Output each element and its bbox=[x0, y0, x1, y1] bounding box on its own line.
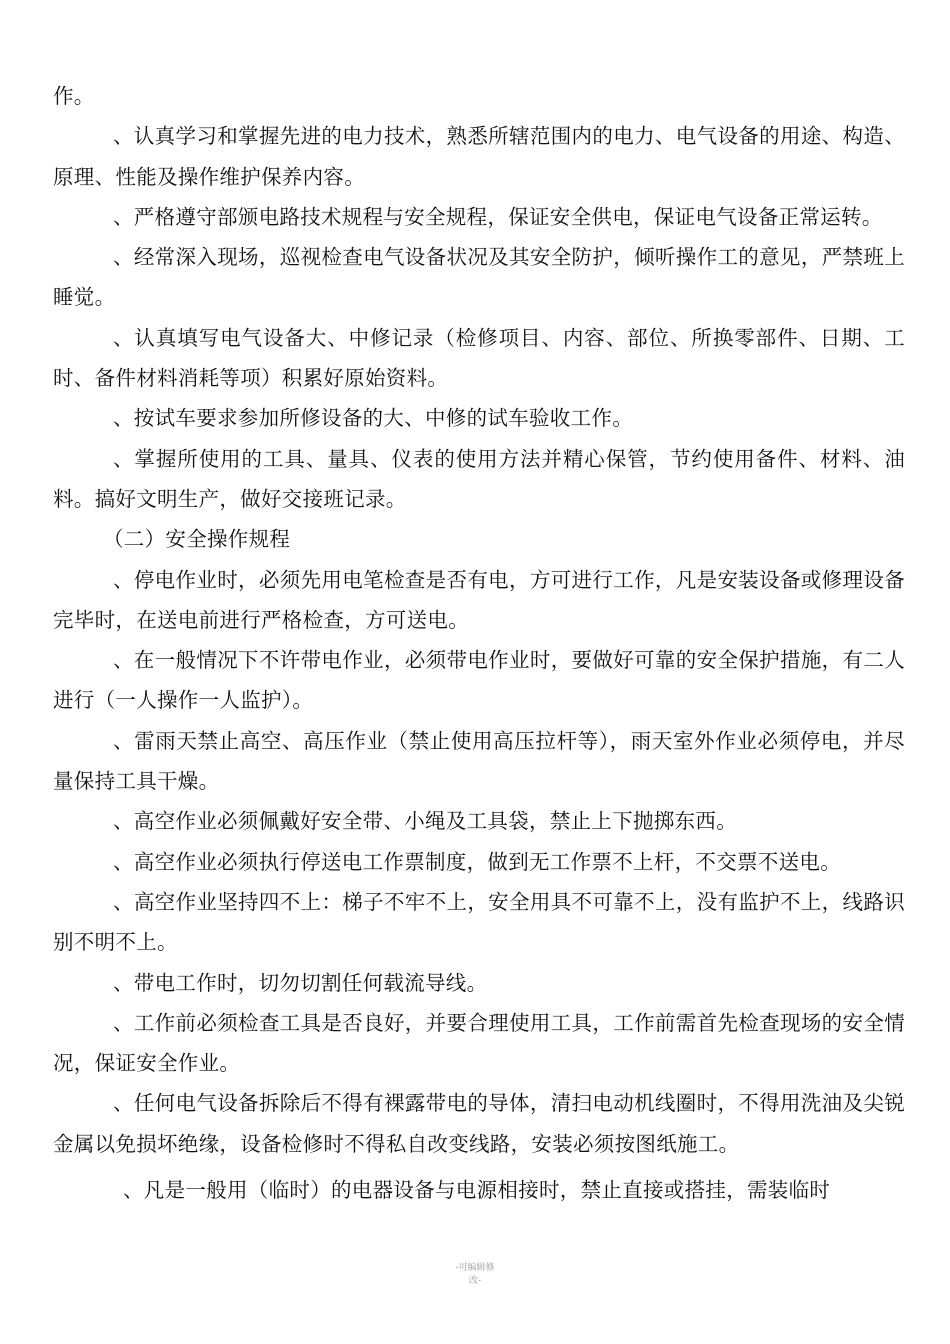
duty-item-tools-care: 、掌握所使用的工具、量具、仪表的使用方法并精心保管，节约使用备件、材料、油料。搞好文明生产，做好交接班记录。 bbox=[53, 446, 905, 511]
safety-item-no-cutting: 、带电工作时，切勿切割任何载流导线。 bbox=[113, 970, 488, 995]
duty-item-inspect-site: 、经常深入现场，巡视检查电气设备状况及其安全防护，倾听操作工的意见，严禁班上睡觉。 bbox=[53, 245, 905, 310]
safety-item-thunderstorm: 、雷雨天禁止高空、高压作业（禁止使用高压拉杆等），雨天室外作业必须停电，并尽量保持工具干燥。 bbox=[53, 728, 905, 794]
safety-item-check-tools: 、工作前必须检查工具是否良好，并要合理使用工具，工作前需首先检查现场的安全情况，保证安全作业。 bbox=[53, 1010, 905, 1076]
duty-item-fill-records: 、认真填写电气设备大、中修记录（检修项目、内容、部位、所换零部件、日期、工时、备件材料消耗等项）积累好原始资料。 bbox=[53, 325, 905, 391]
safety-item-no-exposed-conductor: 、任何电气设备拆除后不得有裸露带电的导体，清扫电动机线圈时，不得用洗油及尖锐金属以免损坏绝缘，设备检修时不得私自改变线路，安装必须按图纸施工。 bbox=[53, 1091, 905, 1156]
safety-item-live-work: 、在一般情况下不许带电作业，必须带电作业时，要做好可靠的安全保护措施，有二人进行（一人操作一人监护）。 bbox=[53, 648, 905, 713]
footer-line-1: -可编辑修 bbox=[455, 1263, 495, 1273]
safety-item-power-off-work: 、停电作业时，必须先用电笔检查是否有电，方可进行工作，凡是安装设备或修理设备完毕时，在送电前进行严格检查，方可送电。 bbox=[53, 567, 905, 632]
safety-item-safety-belt: 、高空作业必须佩戴好安全带、小绳及工具袋，禁止上下抛掷东西。 bbox=[113, 809, 737, 834]
footer-line-2: 改- bbox=[468, 1276, 482, 1286]
section-heading-safety-rules: （二）安全操作规程 bbox=[103, 527, 291, 552]
document-body bbox=[53, 76, 905, 1210]
page-footer bbox=[0, 1262, 950, 1288]
safety-item-four-nots: 、高空作业坚持四不上：梯子不牢不上，安全用具不可靠不上，没有监护不上，线路识别不明不上。 bbox=[53, 889, 905, 955]
safety-item-temporary-connection: 、凡是一般用（临时）的电器设备与电源相接时，禁止直接或搭挂，需装临时 bbox=[123, 1178, 831, 1203]
duty-item-trial-run: 、按试车要求参加所修设备的大、中修的试车验收工作。 bbox=[113, 406, 633, 431]
duty-item-study-technology: 、认真学习和掌握先进的电力技术，熟悉所辖范围内的电力、电气设备的用途、构造、原理、性能及操作维护保养内容。 bbox=[53, 124, 905, 189]
duty-item-follow-regulations: 、严格遵守部颁电路技术规程与安全规程，保证安全供电，保证电气设备正常运转。 bbox=[113, 204, 883, 229]
safety-item-work-ticket: 、高空作业必须执行停送电工作票制度，做到无工作票不上杆，不交票不送电。 bbox=[113, 849, 841, 874]
paragraph-continuation: 作。 bbox=[53, 84, 95, 108]
